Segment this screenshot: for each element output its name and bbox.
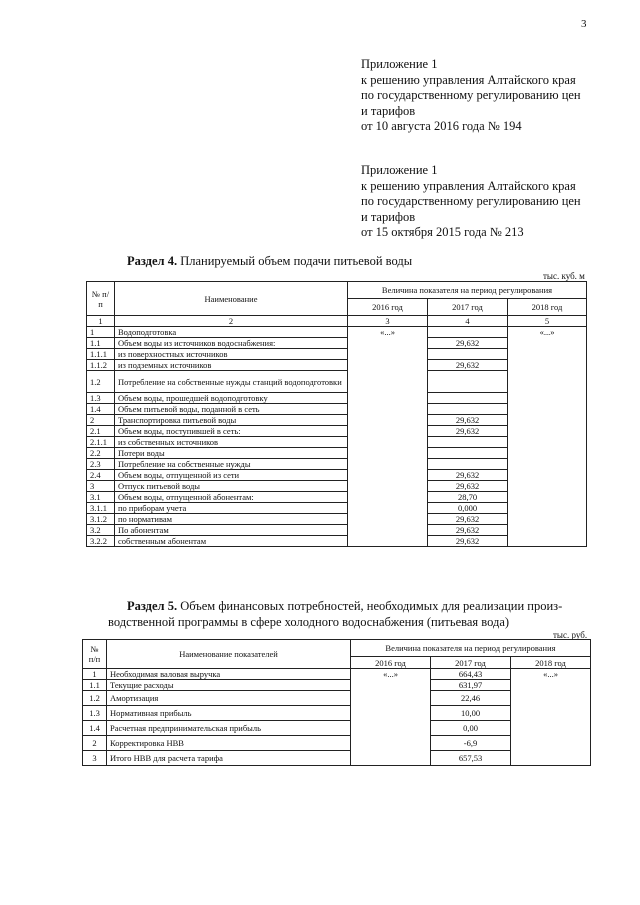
row-name: По абонентам	[115, 525, 348, 536]
section4-table	[86, 281, 587, 547]
row-name: Объем воды, отпущенной абонентам:	[115, 492, 348, 503]
page-number: 3	[581, 18, 587, 30]
placeholder-2016: «...»	[351, 669, 431, 766]
value-2017: 10,00	[431, 706, 511, 721]
row-num: 3.1	[87, 492, 115, 503]
placeholder-2018: «...»	[511, 669, 591, 766]
row-num: 3.2	[87, 525, 115, 536]
colnum-2: 2	[115, 316, 348, 327]
section5-unit: тыс. руб.	[553, 630, 588, 640]
section4-unit: тыс. куб. м	[543, 271, 585, 281]
value-2017	[428, 459, 508, 470]
value-2017	[428, 437, 508, 448]
value-2017: 29,632	[428, 470, 508, 481]
row-name: Транспортировка питьевой воды	[115, 415, 348, 426]
value-2017: 657,53	[431, 751, 511, 766]
row-name: собственным абонентам	[115, 536, 348, 547]
value-2017	[428, 404, 508, 415]
row-name: Потребление на собственные нужды станций водоподготовки	[115, 371, 348, 393]
row-name: из подземных источников	[115, 360, 348, 371]
row-name: Итого НВВ для расчета тарифа	[107, 751, 351, 766]
row-name: Потери воды	[115, 448, 348, 459]
row-num: 3.2.2	[87, 536, 115, 547]
value-2017: 29,632	[428, 481, 508, 492]
row-name: Необходимая валовая выручка	[107, 669, 351, 680]
row-num: 1.4	[87, 404, 115, 415]
value-2017: 29,632	[428, 525, 508, 536]
row-name: Водоподготовка	[115, 327, 348, 338]
value-2017: 664,43	[431, 669, 511, 680]
value-2017	[428, 349, 508, 360]
value-2017: 28,70	[428, 492, 508, 503]
header-num: № п/п	[83, 640, 107, 669]
value-2017	[428, 371, 508, 393]
row-name: Потребление на собственные нужды	[115, 459, 348, 470]
row-name: из поверхностных источников	[115, 349, 348, 360]
appendix-line: Приложение 1	[361, 163, 438, 177]
row-num: 3	[83, 751, 107, 766]
header-group: Величина показателя на период регулирования	[351, 640, 591, 657]
value-2017: 631,97	[431, 680, 511, 691]
appendix-block-2	[361, 163, 581, 241]
row-name: Объем воды, поступившей в сеть:	[115, 426, 348, 437]
section5-table	[82, 639, 591, 766]
value-2017: 29,632	[428, 360, 508, 371]
row-name: Объем воды, отпущенной из сети	[115, 470, 348, 481]
colnum-4: 4	[428, 316, 508, 327]
row-name: Отпуск питьевой воды	[115, 481, 348, 492]
appendix-line: Приложение 1	[361, 57, 438, 71]
row-num: 1.3	[83, 706, 107, 721]
row-num: 2.1	[87, 426, 115, 437]
section4-title-bold: Раздел 4.	[127, 254, 178, 268]
appendix-line: от 15 октября 2015 года № 213	[361, 225, 524, 239]
value-2017	[428, 393, 508, 404]
value-2017: 0,00	[431, 721, 511, 736]
colnum-5: 5	[508, 316, 587, 327]
header-name: Наименование	[115, 282, 348, 316]
header-num: № п/п	[87, 282, 115, 316]
header-2017: 2017 год	[431, 657, 511, 669]
row-num: 1.2	[83, 691, 107, 706]
placeholder-2018: «...»	[508, 327, 587, 547]
header-2018: 2018 год	[511, 657, 591, 669]
row-num: 1	[83, 669, 107, 680]
placeholder-2016: «...»	[348, 327, 428, 547]
row-num: 2	[87, 415, 115, 426]
row-num: 1.3	[87, 393, 115, 404]
row-num: 3	[87, 481, 115, 492]
value-2017: 29,632	[428, 536, 508, 547]
section5-title-line2: водственной программы в сфере холодного водоснабжения (питьевая вода)	[108, 615, 510, 629]
row-num: 3.1.1	[87, 503, 115, 514]
row-num: 1	[87, 327, 115, 338]
row-num: 1.4	[83, 721, 107, 736]
header-group: Величина показателя на период регулирования	[348, 282, 587, 299]
row-num: 3.1.2	[87, 514, 115, 525]
value-2017	[428, 448, 508, 459]
header-2016: 2016 год	[351, 657, 431, 669]
row-name: Амортизация	[107, 691, 351, 706]
row-name: Корректировка НВВ	[107, 736, 351, 751]
value-2017: -6,9	[431, 736, 511, 751]
row-num: 1.1	[83, 680, 107, 691]
header-2018: 2018 год	[508, 299, 587, 316]
section5-title-line1: Объем финансовых потребностей, необходимых для реализации произ-	[177, 599, 563, 613]
colnum-3: 3	[348, 316, 428, 327]
colnum-1: 1	[87, 316, 115, 327]
row-name: Объем воды из источников водоснабжения:	[115, 338, 348, 349]
row-name: Нормативная прибыль	[107, 706, 351, 721]
row-num: 1.1.2	[87, 360, 115, 371]
appendix-line: по государственному регулированию цен	[361, 194, 581, 208]
header-name: Наименование показателей	[107, 640, 351, 669]
row-num: 2.4	[87, 470, 115, 481]
row-num: 2.3	[87, 459, 115, 470]
row-num: 1.1	[87, 338, 115, 349]
value-2017: 29,632	[428, 338, 508, 349]
value-2017	[428, 327, 508, 338]
appendix-line: и тарифов	[361, 103, 416, 118]
section5-title-bold: Раздел 5.	[127, 599, 178, 613]
appendix-block-1	[361, 57, 581, 135]
appendix-line: к решению управления Алтайского края	[361, 178, 576, 193]
row-num: 2.2	[87, 448, 115, 459]
appendix-line: и тарифов	[361, 209, 416, 224]
row-name: по нормативам	[115, 514, 348, 525]
section4-title	[127, 254, 412, 269]
row-name: Объем воды, прошедшей водоподготовку	[115, 393, 348, 404]
row-name: Расчетная предпринимательская прибыль	[107, 721, 351, 736]
value-2017: 29,632	[428, 415, 508, 426]
appendix-line: по государственному регулированию цен	[361, 88, 581, 102]
value-2017: 22,46	[431, 691, 511, 706]
row-name: Текущие расходы	[107, 680, 351, 691]
value-2017: 29,632	[428, 426, 508, 437]
header-2017: 2017 год	[428, 299, 508, 316]
value-2017: 0,000	[428, 503, 508, 514]
appendix-line: к решению управления Алтайского края	[361, 72, 576, 87]
appendix-line: от 10 августа 2016 года № 194	[361, 119, 522, 133]
table-row	[87, 327, 587, 338]
row-name: из собственных источников	[115, 437, 348, 448]
row-name: Объем питьевой воды, поданной в сеть	[115, 404, 348, 415]
header-2016: 2016 год	[348, 299, 428, 316]
row-num: 1.1.1	[87, 349, 115, 360]
row-num: 2.1.1	[87, 437, 115, 448]
section5-title	[108, 598, 597, 630]
value-2017: 29,632	[428, 514, 508, 525]
table-row	[83, 669, 591, 680]
section4-title-text: Планируемый объем подачи питьевой воды	[177, 254, 413, 268]
row-name: по приборам учета	[115, 503, 348, 514]
row-num: 1.2	[87, 371, 115, 393]
row-num: 2	[83, 736, 107, 751]
